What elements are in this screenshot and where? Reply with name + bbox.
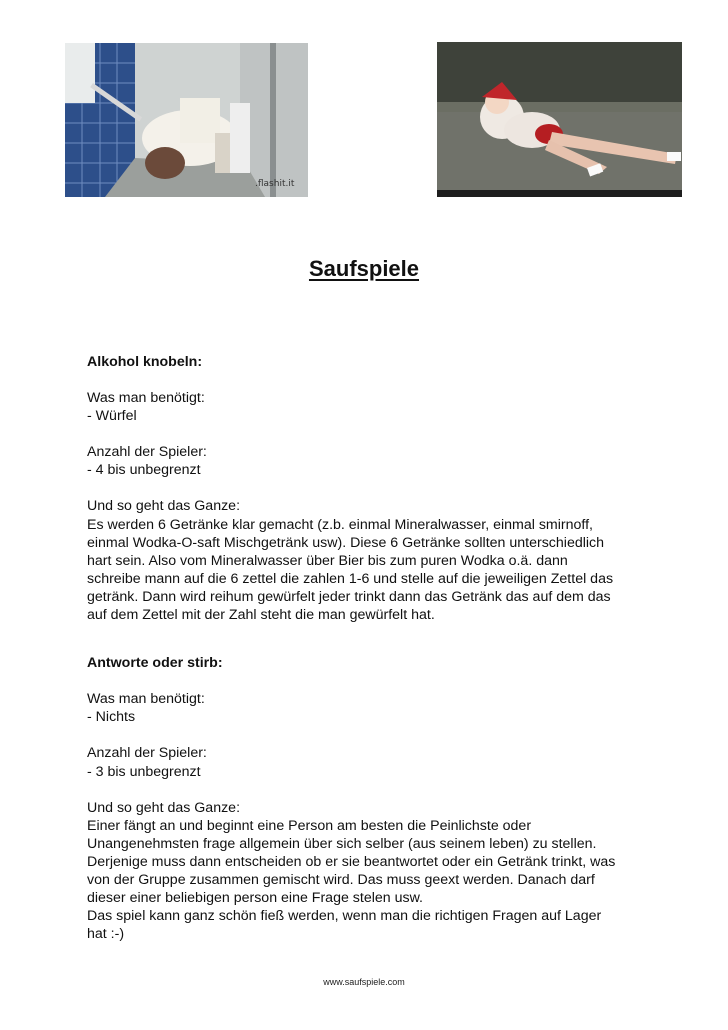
rules-line: hat :-) (87, 926, 125, 943)
needs-value: - Nichts (87, 709, 136, 726)
players-label: Anzahl der Spieler: (87, 745, 207, 762)
rules-line: Unangenehmsten frage allgemein über sich selber (aus seinem leben) zu stellen. (87, 835, 597, 852)
game-section-alkohol-knobeln (87, 353, 647, 624)
rules-label: Und so geht das Ganze: (87, 799, 241, 816)
players-value: - 4 bis unbegrenzt (87, 462, 201, 479)
rules-line: getränk. Dann wird reihum gewürfelt jeder trinkt dann das Getränk das auf dem das (87, 588, 611, 605)
rules-line: hart sein. Also vom Mineralwasser über Bier bis zum puren Wodka o.ä. dann (87, 552, 568, 569)
rules-line: schreibe mann auf die 6 zettel die zahlen 1-6 und stelle auf die jeweiligen Zettel das (87, 570, 614, 587)
footer-url: www.saufspiele.com (323, 977, 405, 987)
document-body (87, 353, 647, 943)
rules-line: einmal Wodka-O-saft Mischgetränk usw). Diese 6 Getränke sollten unterschiedlich (87, 534, 605, 551)
photo-santa-passed-out (437, 42, 682, 197)
needs-label: Was man benötigt: (87, 390, 205, 407)
rules-line: von der Gruppe zusammen gemischt wird. Das muss geext werden. Danach darf (87, 871, 595, 888)
game-heading: Antworte oder stirb: (87, 655, 223, 672)
players-value: - 3 bis unbegrenzt (87, 763, 201, 780)
game-section-antworte-oder-stirb (87, 654, 647, 943)
rules-line: Einer fängt an und beginnt eine Person am besten die Peinlichste oder (87, 817, 532, 834)
rules-line: dieser einer beliebigen person eine Frage stelen usw. (87, 890, 423, 907)
rules-line: Das spiel kann ganz schön fieß werden, wenn man die richtigen Fragen auf Lager (87, 908, 602, 925)
rules-line: Es werden 6 Getränke klar gemacht (z.b. einmal Mineralwasser, einmal smirnoff, (87, 516, 593, 533)
photo-man-passed-out-shower (65, 43, 308, 197)
rules-line: auf dem Zettel mit der Zahl steht die man gewürfelt hat. (87, 607, 435, 624)
svg-text:.flashit.it: .flashit.it (255, 179, 295, 189)
game-heading: Alkohol knobeln: (87, 354, 203, 370)
page-title: Saufspiele (308, 256, 420, 281)
rules-line: Derjenige muss dann entscheiden ob er sie beantwortet oder ein Getränk trinkt, was (87, 853, 616, 870)
needs-label: Was man benötigt: (87, 691, 205, 708)
rules-label: Und so geht das Ganze: (87, 498, 241, 515)
players-label: Anzahl der Spieler: (87, 444, 207, 461)
needs-value: - Würfel (87, 408, 137, 425)
